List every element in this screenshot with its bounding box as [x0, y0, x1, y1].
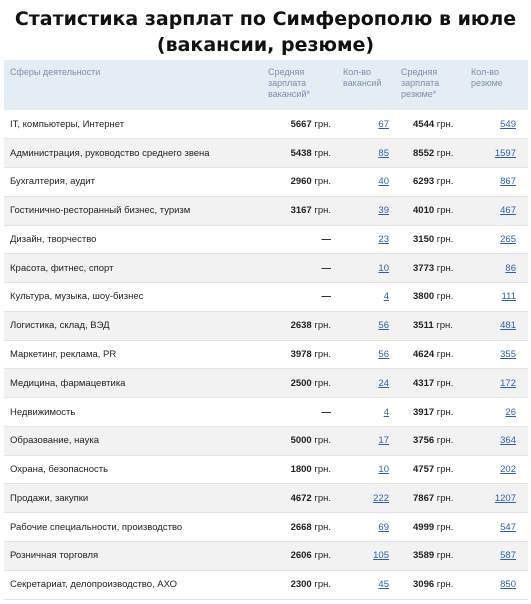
- table-row: [4, 455, 528, 484]
- resume-count-cell: [465, 283, 528, 312]
- vacancy-count-link[interactable]: 222: [373, 492, 389, 504]
- salary-value: 3589: [413, 550, 435, 562]
- header-vacancy-count: Кол-во вакансий: [337, 60, 395, 110]
- currency-unit: грн.: [314, 579, 331, 591]
- resume-count-link[interactable]: 1207: [494, 492, 516, 504]
- resume-count-cell: [465, 455, 528, 484]
- sphere-name: [4, 139, 266, 168]
- salary-value: 3978: [290, 349, 312, 360]
- sphere-label: Секретариат, делопроизводство, АХО: [10, 579, 178, 591]
- vacancy-count-cell: [337, 426, 395, 455]
- table-row: [4, 513, 528, 542]
- header-row: [4, 60, 528, 110]
- resume-count-cell: [465, 484, 528, 513]
- vacancy-count-link[interactable]: 17: [378, 435, 389, 447]
- avg-resume-salary: [395, 139, 465, 168]
- salary-value: 8552: [413, 147, 435, 159]
- sphere-label: Продажи, закупки: [10, 492, 89, 504]
- salary-value: 3511: [413, 320, 434, 332]
- resume-count-cell: [465, 513, 528, 542]
- table-row: [4, 196, 528, 225]
- sphere-label: Дизайн, творчество: [10, 233, 97, 245]
- currency-unit: грн.: [314, 435, 331, 447]
- avg-resume-salary: [395, 570, 465, 599]
- vacancy-count-cell: [337, 369, 395, 398]
- vacancy-count-link[interactable]: 56: [378, 349, 389, 360]
- resume-count-link[interactable]: 850: [500, 579, 516, 591]
- header-avg-resume-salary: Средняя зарплата резюме*: [395, 60, 465, 110]
- currency-unit: грн.: [436, 291, 454, 303]
- avg-vacancy-salary: [266, 196, 337, 225]
- resume-count-link[interactable]: 111: [501, 291, 516, 303]
- salary-table: [4, 60, 528, 600]
- resume-count-cell: [465, 168, 528, 197]
- vacancy-count-cell: [337, 541, 395, 570]
- avg-vacancy-salary: [266, 541, 337, 570]
- sphere-label: Гостинично-ресторанный бизнес, туризм: [10, 205, 191, 217]
- header-avg-vacancy-salary: Средняя зарплата вакансий*: [266, 60, 337, 110]
- sphere-label: Красота, фитнес, спорт: [10, 262, 114, 274]
- vacancy-count-cell: [337, 139, 395, 168]
- resume-count-cell: [465, 110, 528, 139]
- resume-count-link[interactable]: 547: [500, 521, 516, 533]
- resume-count-link[interactable]: 467: [500, 205, 516, 217]
- resume-count-cell: [465, 311, 528, 340]
- vacancy-count-link[interactable]: 10: [378, 262, 389, 274]
- resume-count-cell: [465, 541, 528, 570]
- salary-value: 2300: [290, 579, 312, 591]
- resume-count-link[interactable]: 867: [500, 176, 516, 188]
- resume-count-cell: [465, 340, 528, 369]
- currency-unit: грн.: [436, 377, 454, 389]
- avg-vacancy-salary: [266, 398, 337, 427]
- sphere-name: [4, 541, 266, 570]
- resume-count-link[interactable]: 355: [500, 349, 516, 360]
- avg-vacancy-salary: [266, 283, 337, 312]
- salary-value: 4010: [413, 205, 435, 217]
- currency-unit: грн.: [436, 521, 454, 533]
- avg-resume-salary: [395, 455, 465, 484]
- header-sphere: Сферы деятельности: [4, 60, 266, 110]
- vacancy-count-cell: [337, 455, 395, 484]
- salary-value: 2960: [290, 176, 312, 188]
- avg-resume-salary: [395, 110, 465, 139]
- vacancy-count-link[interactable]: 4: [383, 406, 389, 418]
- sphere-label: Розничная торговля: [10, 550, 99, 562]
- vacancy-count-link[interactable]: 69: [378, 521, 389, 533]
- sphere-label: Бухгалтерия, аудит: [10, 176, 95, 188]
- resume-count-link[interactable]: 587: [500, 550, 516, 562]
- currency-unit: грн.: [314, 176, 331, 188]
- avg-resume-salary: [395, 311, 465, 340]
- vacancy-count-link[interactable]: 45: [378, 579, 389, 591]
- avg-vacancy-salary: [266, 311, 337, 340]
- salary-value: 1800: [290, 464, 312, 476]
- sphere-label: Охрана, безопасность: [10, 464, 109, 476]
- currency-unit: грн.: [436, 406, 454, 418]
- salary-value: —: [321, 262, 331, 274]
- currency-unit: грн.: [314, 205, 331, 217]
- salary-value: 2606: [290, 550, 312, 562]
- vacancy-count-cell: [337, 311, 395, 340]
- salary-value: 5438: [290, 147, 312, 159]
- avg-resume-salary: [395, 484, 465, 513]
- vacancy-count-link[interactable]: 67: [378, 118, 389, 130]
- currency-unit: грн.: [436, 233, 454, 245]
- avg-vacancy-salary: [266, 225, 337, 254]
- page-title: [0, 6, 531, 58]
- table-row: [4, 168, 528, 197]
- table-row: [4, 398, 528, 427]
- vacancy-count-link[interactable]: 105: [373, 550, 389, 562]
- sphere-name: [4, 340, 266, 369]
- avg-resume-salary: [395, 196, 465, 225]
- currency-unit: грн.: [436, 550, 454, 562]
- sphere-label: Логистика, склад, ВЭД: [10, 320, 110, 332]
- resume-count-cell: [465, 426, 528, 455]
- salary-value: 3150: [413, 233, 435, 245]
- vacancy-count-link[interactable]: 10: [378, 464, 389, 476]
- vacancy-count-link[interactable]: 4: [383, 291, 389, 303]
- sphere-label: IT, компьютеры, Интернет: [10, 118, 125, 130]
- salary-value: 3167: [290, 205, 312, 217]
- salary-value: 2638: [290, 320, 312, 332]
- vacancy-count-cell: [337, 484, 395, 513]
- sphere-name: [4, 455, 266, 484]
- sphere-name: [4, 426, 266, 455]
- currency-unit: грн.: [314, 464, 331, 476]
- table-row: [4, 426, 528, 455]
- avg-vacancy-salary: [266, 254, 337, 283]
- avg-vacancy-salary: [266, 570, 337, 599]
- avg-vacancy-salary: [266, 340, 337, 369]
- resume-count-link[interactable]: 86: [505, 262, 516, 274]
- resume-count-link[interactable]: 26: [505, 406, 516, 418]
- sphere-label: Маркетинг, реклама, PR: [10, 349, 117, 360]
- sphere-label: Администрация, руководство среднего звена: [10, 147, 210, 159]
- currency-unit: грн.: [436, 147, 454, 159]
- sphere-name: [4, 484, 266, 513]
- avg-resume-salary: [395, 541, 465, 570]
- sphere-name: [4, 570, 266, 599]
- salary-value: —: [321, 291, 331, 303]
- sphere-label: Медицина, фармацевтика: [10, 377, 126, 389]
- resume-count-cell: [465, 139, 528, 168]
- currency-unit: грн.: [436, 176, 454, 188]
- sphere-label: Культура, музыка, шоу-бизнес: [10, 291, 144, 303]
- avg-vacancy-salary: [266, 484, 337, 513]
- salary-value: 3800: [413, 291, 435, 303]
- avg-vacancy-salary: [266, 455, 337, 484]
- vacancy-count-cell: [337, 283, 395, 312]
- salary-value: 4624: [413, 349, 435, 360]
- salary-value: 2668: [290, 521, 312, 533]
- currency-unit: грн.: [436, 492, 454, 504]
- vacancy-count-cell: [337, 513, 395, 542]
- sphere-name: [4, 168, 266, 197]
- salary-value: —: [321, 406, 331, 418]
- resume-count-link[interactable]: 549: [500, 118, 516, 130]
- currency-unit: грн.: [436, 205, 454, 217]
- vacancy-count-cell: [337, 225, 395, 254]
- avg-vacancy-salary: [266, 513, 337, 542]
- avg-resume-salary: [395, 254, 465, 283]
- resume-count-cell: [465, 196, 528, 225]
- vacancy-count-link[interactable]: 40: [378, 176, 389, 188]
- table-row: [4, 369, 528, 398]
- table-row: [4, 225, 528, 254]
- sphere-name: [4, 225, 266, 254]
- title-line-2: (вакансии, резюме): [156, 34, 375, 56]
- avg-resume-salary: [395, 225, 465, 254]
- vacancy-count-link[interactable]: 23: [378, 233, 389, 245]
- resume-count-link[interactable]: 265: [500, 233, 516, 245]
- salary-value: 5667: [290, 118, 312, 130]
- currency-unit: грн.: [314, 320, 331, 332]
- vacancy-count-link[interactable]: 85: [378, 147, 389, 159]
- avg-resume-salary: [395, 398, 465, 427]
- resume-count-link[interactable]: 481: [500, 320, 516, 332]
- salary-value: 4757: [413, 464, 435, 476]
- salary-value: 5000: [290, 435, 312, 447]
- resume-count-link[interactable]: 364: [500, 435, 516, 447]
- vacancy-count-cell: [337, 110, 395, 139]
- vacancy-count-cell: [337, 398, 395, 427]
- resume-count-cell: [465, 254, 528, 283]
- sphere-name: [4, 283, 266, 312]
- table-row: [4, 283, 528, 312]
- vacancy-count-cell: [337, 570, 395, 599]
- currency-unit: грн.: [436, 118, 454, 130]
- currency-unit: грн.: [436, 349, 454, 360]
- currency-unit: грн.: [314, 492, 331, 504]
- resume-count-link[interactable]: 202: [500, 464, 516, 476]
- salary-value: 3773: [413, 262, 435, 274]
- sphere-name: [4, 254, 266, 283]
- table-row: [4, 340, 528, 369]
- currency-unit: грн.: [314, 349, 331, 360]
- salary-value: 7867: [413, 492, 435, 504]
- salary-value: 4672: [290, 492, 312, 504]
- table-row: [4, 541, 528, 570]
- vacancy-count-cell: [337, 168, 395, 197]
- table-row: [4, 570, 528, 599]
- salary-value: —: [321, 233, 331, 245]
- resume-count-cell: [465, 570, 528, 599]
- table-header: [4, 60, 528, 110]
- avg-vacancy-salary: [266, 426, 337, 455]
- avg-resume-salary: [395, 283, 465, 312]
- vacancy-count-cell: [337, 254, 395, 283]
- vacancy-count-link[interactable]: 39: [378, 205, 389, 217]
- currency-unit: грн.: [314, 377, 331, 389]
- currency-unit: грн.: [436, 320, 453, 332]
- salary-value: 3096: [413, 579, 435, 591]
- avg-resume-salary: [395, 513, 465, 542]
- salary-value: 3917: [413, 406, 435, 418]
- currency-unit: грн.: [436, 579, 454, 591]
- salary-value: 4999: [413, 521, 435, 533]
- resume-count-cell: [465, 398, 528, 427]
- header-resume-count: Кол-во резюме: [465, 60, 528, 110]
- resume-count-link[interactable]: 172: [500, 377, 516, 389]
- table-row: [4, 254, 528, 283]
- salary-value: 6293: [413, 176, 435, 188]
- avg-vacancy-salary: [266, 139, 337, 168]
- resume-count-link[interactable]: 1597: [494, 147, 516, 159]
- avg-resume-salary: [395, 426, 465, 455]
- salary-value: 4317: [413, 377, 435, 389]
- vacancy-count-cell: [337, 340, 395, 369]
- vacancy-count-link[interactable]: 56: [378, 320, 389, 332]
- sphere-name: [4, 110, 266, 139]
- salary-value: 3756: [413, 435, 435, 447]
- table-row: [4, 484, 528, 513]
- currency-unit: грн.: [436, 464, 454, 476]
- currency-unit: грн.: [314, 147, 331, 159]
- resume-count-cell: [465, 225, 528, 254]
- sphere-name: [4, 369, 266, 398]
- avg-resume-salary: [395, 168, 465, 197]
- avg-vacancy-salary: [266, 110, 337, 139]
- sphere-name: [4, 513, 266, 542]
- sphere-label: Недвижимость: [10, 406, 76, 418]
- sphere-name: [4, 398, 266, 427]
- currency-unit: грн.: [314, 118, 331, 130]
- sphere-name: [4, 196, 266, 225]
- table-row: [4, 139, 528, 168]
- avg-vacancy-salary: [266, 369, 337, 398]
- salary-value: 4544: [413, 118, 435, 130]
- currency-unit: грн.: [436, 435, 454, 447]
- salary-value: 2500: [290, 377, 312, 389]
- table-body: [4, 110, 528, 599]
- vacancy-count-cell: [337, 196, 395, 225]
- avg-resume-salary: [395, 369, 465, 398]
- sphere-name: [4, 311, 266, 340]
- sphere-label: Рабочие специальности, производство: [10, 521, 183, 533]
- table-row: [4, 110, 528, 139]
- title-line-1: Статистика зарплат по Симферополю в июле: [14, 8, 517, 30]
- currency-unit: грн.: [314, 521, 331, 533]
- currency-unit: грн.: [314, 550, 331, 562]
- avg-resume-salary: [395, 340, 465, 369]
- table-row: [4, 311, 528, 340]
- avg-vacancy-salary: [266, 168, 337, 197]
- resume-count-cell: [465, 369, 528, 398]
- currency-unit: грн.: [436, 262, 454, 274]
- sphere-label: Образование, наука: [10, 435, 99, 447]
- vacancy-count-link[interactable]: 24: [378, 377, 389, 389]
